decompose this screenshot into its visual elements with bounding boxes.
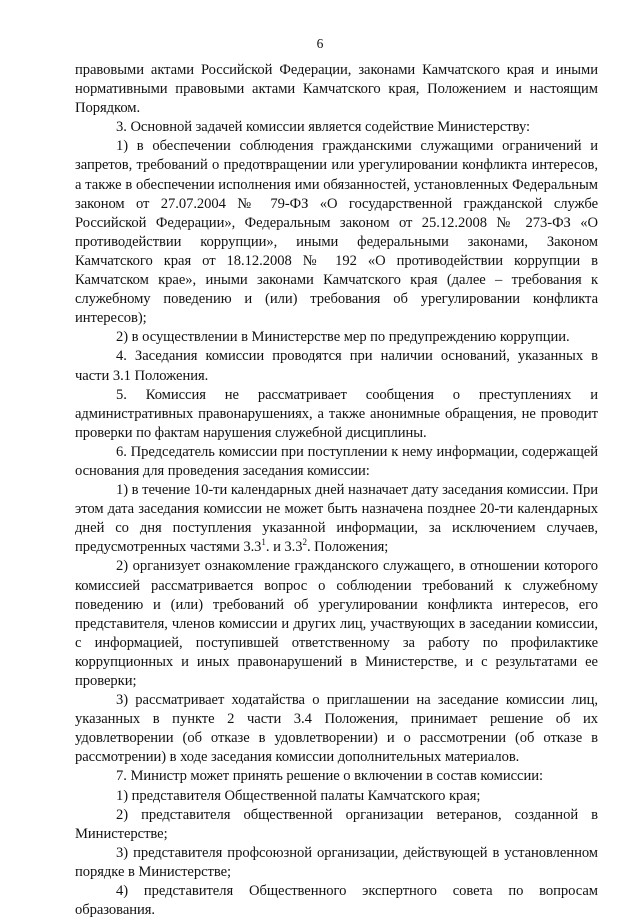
paragraph-6-item-1-text: 1) в течение 10-ти календарных дней назначает дату заседания комиссии. При этом дата заседания комиссии не может быть назначена позднее 20-ти календарных дней со дня поступления указанной информации, за исключением случаев, предусмотренных частями 3.3: [75, 482, 598, 556]
paragraph-4: 4. Заседания комиссии проводятся при наличии оснований, указанных в части 3.1 Положения.: [75, 348, 598, 384]
paragraph-6: 6. Председатель комиссии при поступлении к нему информации, содержащей основания для проведения заседания комиссии:: [75, 443, 598, 479]
document-body: [75, 61, 598, 920]
paragraph-7-item-4: 4) представителя Общественного экспертного совета по вопросам образования.: [75, 883, 598, 919]
paragraph-6-item-1-end: . Положения;: [306, 539, 389, 556]
paragraph-3: 3. Основной задачей комиссии является содействие Министерству:: [116, 119, 531, 136]
paragraph-6-item-2: 2) организует ознакомление гражданского служащего, в отношении которого комиссией рассматривается вопрос о соблюдении требований к служебному поведению и (или) требований об урегулировании конфликта интересов, его представителя, членов комиссии и других лиц, участвующих в заседании комиссии, с информацией, поступившей ответственному за работу по профилактике коррупционных и иных правонарушений в Министерстве, и с результатами ее проверки;: [75, 558, 598, 689]
paragraph-7-item-3: 3) представителя профсоюзной организации, действующей в установленном порядке в Министерстве;: [75, 844, 598, 880]
paragraph-7-item-2: 2) представителя общественной организации ветеранов, созданной в Министерстве;: [75, 806, 598, 842]
paragraph-continuation: правовыми актами Российской Федерации, законами Камчатского края и иными нормативными правовыми актами Камчатского края, Положением и настоящим Порядком.: [75, 62, 598, 117]
paragraph-5: 5. Комиссия не рассматривает сообщения о преступлениях и административных правонарушениях, а также анонимные обращения, не проводит проверки по фактам нарушения служебной дисциплины.: [75, 386, 598, 441]
superscript-2: 2: [302, 537, 307, 548]
superscript-1: 1: [261, 537, 266, 548]
paragraph-6-item-1-mid: . и 3.3: [265, 539, 303, 556]
paragraph-7: 7. Министр может принять решение о включении в состав комиссии:: [116, 768, 543, 785]
paragraph-3-item-1: 1) в обеспечении соблюдения гражданскими служащими ограничений и запретов, требований о предотвращении или урегулировании конфликта интересов, а также в обеспечении исполнения ими обязанностей, установленных Федеральным законом от 27.07.2004 № 79-ФЗ «О государственной гражданской службе Российской Федерации», Федеральным законом от 25.12.2008 № 273-ФЗ «О противодействии коррупции», иными федеральными законами, Законом Камчатского края от 18.12.2008 № 192 «О противодействии коррупции в Камчатском крае», иными законами Камчатского края (далее – требования к служебному поведению и (или) требования об урегулировании конфликта интересов);: [75, 138, 598, 327]
page-number: 6: [316, 36, 324, 51]
paragraph-6-item-1: [75, 481, 598, 557]
paragraph-7-item-1: 1) представителя Общественной палаты Камчатского края;: [116, 787, 481, 804]
paragraph-3-item-2: 2) в осуществлении в Министерстве мер по предупреждению коррупции.: [116, 329, 570, 346]
paragraph-6-item-3: 3) рассматривает ходатайства о приглашении на заседание комиссии лиц, указанных в пункте 2 части 3.4 Положения, принимает решение об их удовлетворении (об отказе в удовлетворении) и о рассмотрении (об отказе в рассмотрении) в ходе заседания комиссии дополнительных материалов.: [75, 692, 598, 766]
